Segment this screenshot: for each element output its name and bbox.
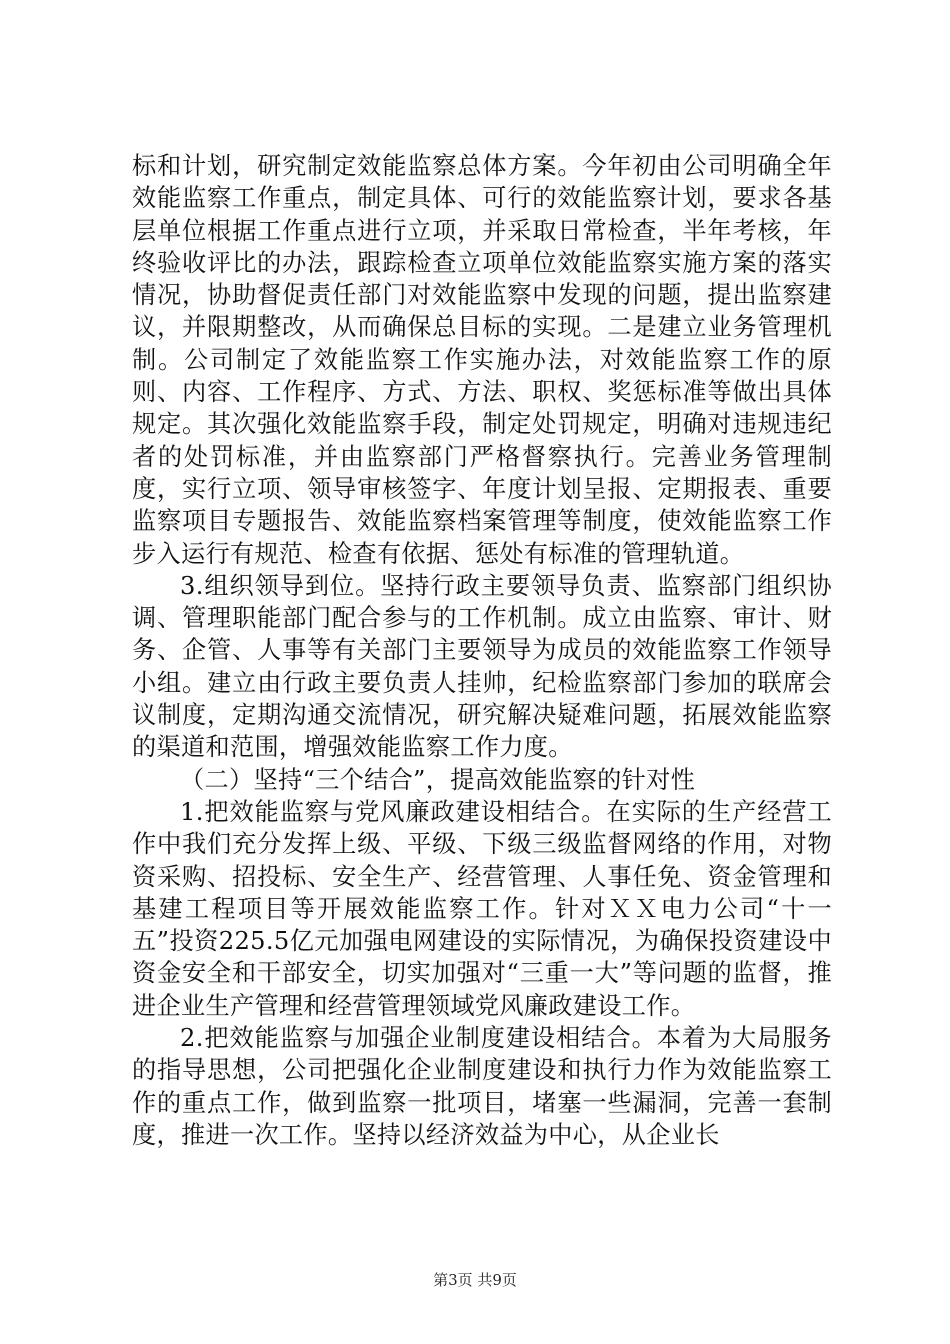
- paragraph-continuation: 标和计划，研究制定效能监察总体方案。今年初由公司明确全年效能监察工作重点，制定具体、可行的效能监察计划，要求各基层单位根据工作重点进行立项，并采取日常检查，半年考核，年终验收评比的办法，跟踪检查立项单位效能监察实施方案的落实情况，协助督促责任部门对效能监察中发现的问题，提出监察建议，并限期整改，从而确保总目标的实现。二是建立业务管理机制。公司制定了效能监察工作实施办法，对效能监察工作的原则、内容、工作程序、方式、方法、职权、奖惩标准等做出具体规定。其次强化效能监察手段，制定处罚规定，明确对违规违纪者的处罚标准，并由监察部门严格督察执行。完善业务管理制度，实行立项、领导审核签字、年度计划呈报、定期报表、重要监察项目专题报告、效能监察档案管理等制度，使效能监察工作步入运行有规范、检查有依据、惩处有标准的管理轨道。: [132, 152, 832, 568]
- page-number-footer: 第3页 共9页: [433, 1271, 517, 1289]
- section-heading-three-combinations: （二）坚持“三个结合”，提高效能监察的针对性: [180, 765, 696, 794]
- paragraph-system-building-combination: 2.把效能监察与加强企业制度建设相结合。本着为大局服务的指导思想，公司把强化企业制度建设和执行力作为效能监察工作的重点工作，做到监察一批项目，堵塞一些漏洞，完善一套制度，推进一次工作。坚持以经济效益为中心，从企业长: [132, 1024, 832, 1149]
- paragraph-integrity-combination: 1.把效能监察与党风廉政建设相结合。在实际的生产经营工作中我们充分发挥上级、平级、下级三级监督网络的作用，对物资采购、招投标、安全生产、经营管理、人事任免、资金管理和基建工程项目等开展效能监察工作。针对ＸＸ电力公司“十一五”投资225.5亿元加强电网建设的实际情况，为确保投资建设中资金安全和干部安全，切实加强对“三重一大”等问题的监督，推进企业生产管理和经营管理领域党风廉政建设工作。: [132, 797, 832, 1020]
- document-body: [132, 150, 832, 1151]
- paragraph-organization-leadership: 3.组织领导到位。坚持行政主要领导负责、监察部门组织协调、管理职能部门配合参与的工作机制。成立由监察、审计、财务、企管、人事等有关部门主要领导为成员的效能监察工作领导小组。建立由行政主要负责人挂帅，纪检监察部门参加的联席会议制度，定期沟通交流情况，研究解决疑难问题，拓展效能监察的渠道和范围，增强效能监察工作力度。: [132, 571, 832, 762]
